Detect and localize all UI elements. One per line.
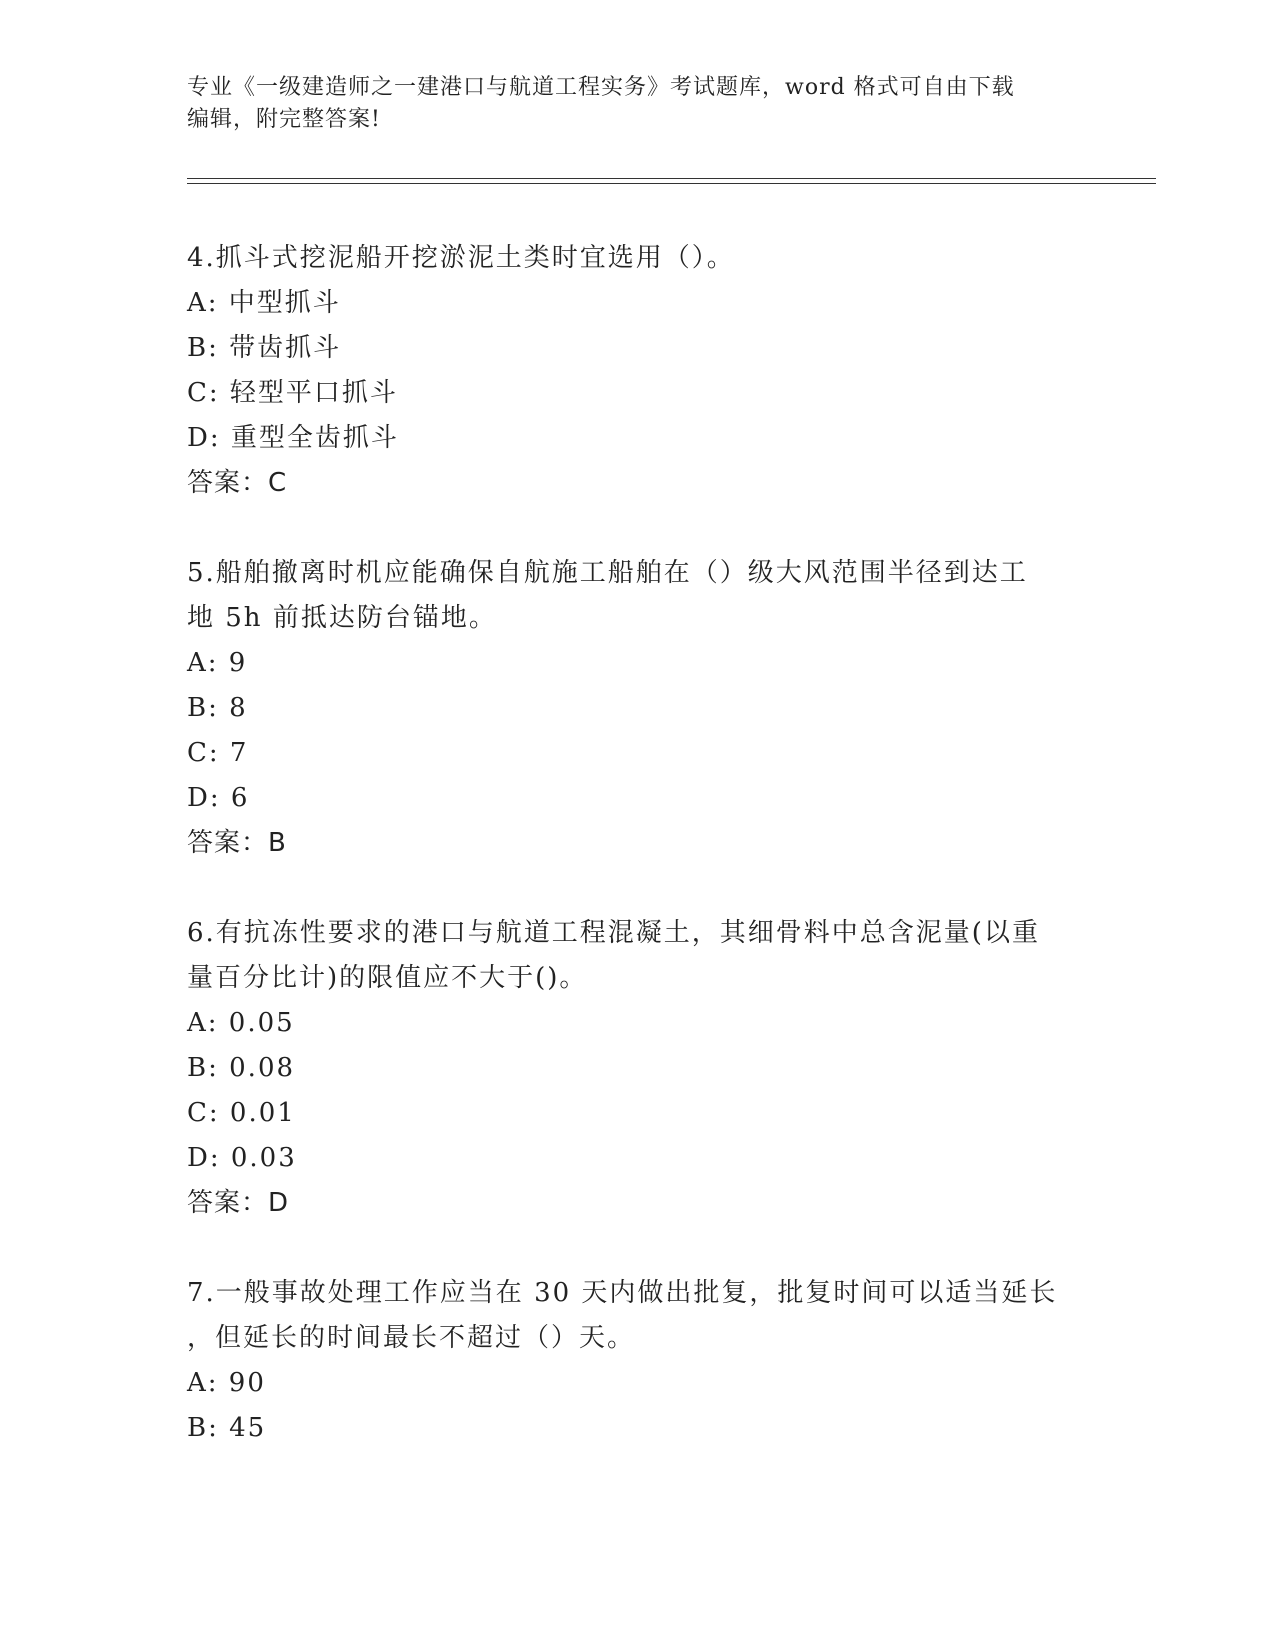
question-stem: 7.一般事故处理工作应当在 30 天内做出批复，批复时间可以适当延长 [187,1278,1058,1308]
option-b: B: 8 [187,693,248,723]
option-b: B: 带齿抓斗 [187,333,342,363]
option-a: A: 中型抓斗 [187,288,341,318]
document-header [187,72,1067,136]
question-stem: 4.抓斗式挖泥船开挖淤泥土类时宜选用（）。 [187,243,735,273]
header-line-2: 编辑，附完整答案! [187,107,381,132]
question-6 [187,911,1087,1226]
option-c: C: 0.01 [187,1098,296,1128]
answer: 答案：B [187,828,287,858]
header-divider-top [187,178,1156,179]
question-4 [187,236,1087,506]
question-5 [187,551,1087,866]
option-d: D: 0.03 [187,1143,297,1173]
option-d: D: 重型全齿抓斗 [187,423,399,453]
question-stem: 5.船舶撤离时机应能确保自航施工船舶在（）级大风范围半径到达工 [187,558,1028,588]
question-stem-continued: 地 5h 前抵达防台锚地。 [187,603,497,633]
header-divider-bottom [187,183,1156,184]
answer: 答案：D [187,1188,290,1218]
option-c: C: 轻型平口抓斗 [187,378,398,408]
option-d: D: 6 [187,783,250,813]
header-line-1: 专业《一级建造师之一建港口与航道工程实务》考试题库，word 格式可自由下载 [187,75,1015,100]
option-a: A: 90 [187,1368,266,1398]
option-c: C: 7 [187,738,249,768]
question-stem-continued: 量百分比计)的限值应不大于()。 [187,963,588,993]
option-b: B: 45 [187,1413,267,1443]
question-stem: 6.有抗冻性要求的港口与航道工程混凝土，其细骨料中总含泥量(以重 [187,918,1040,948]
question-stem-continued: ，但延长的时间最长不超过（）天。 [187,1323,636,1353]
option-a: A: 9 [187,648,248,678]
answer: 答案：C [187,468,288,498]
option-b: B: 0.08 [187,1053,296,1083]
option-a: A: 0.05 [187,1008,295,1038]
question-7 [187,1271,1087,1451]
question-list [187,236,1087,1496]
